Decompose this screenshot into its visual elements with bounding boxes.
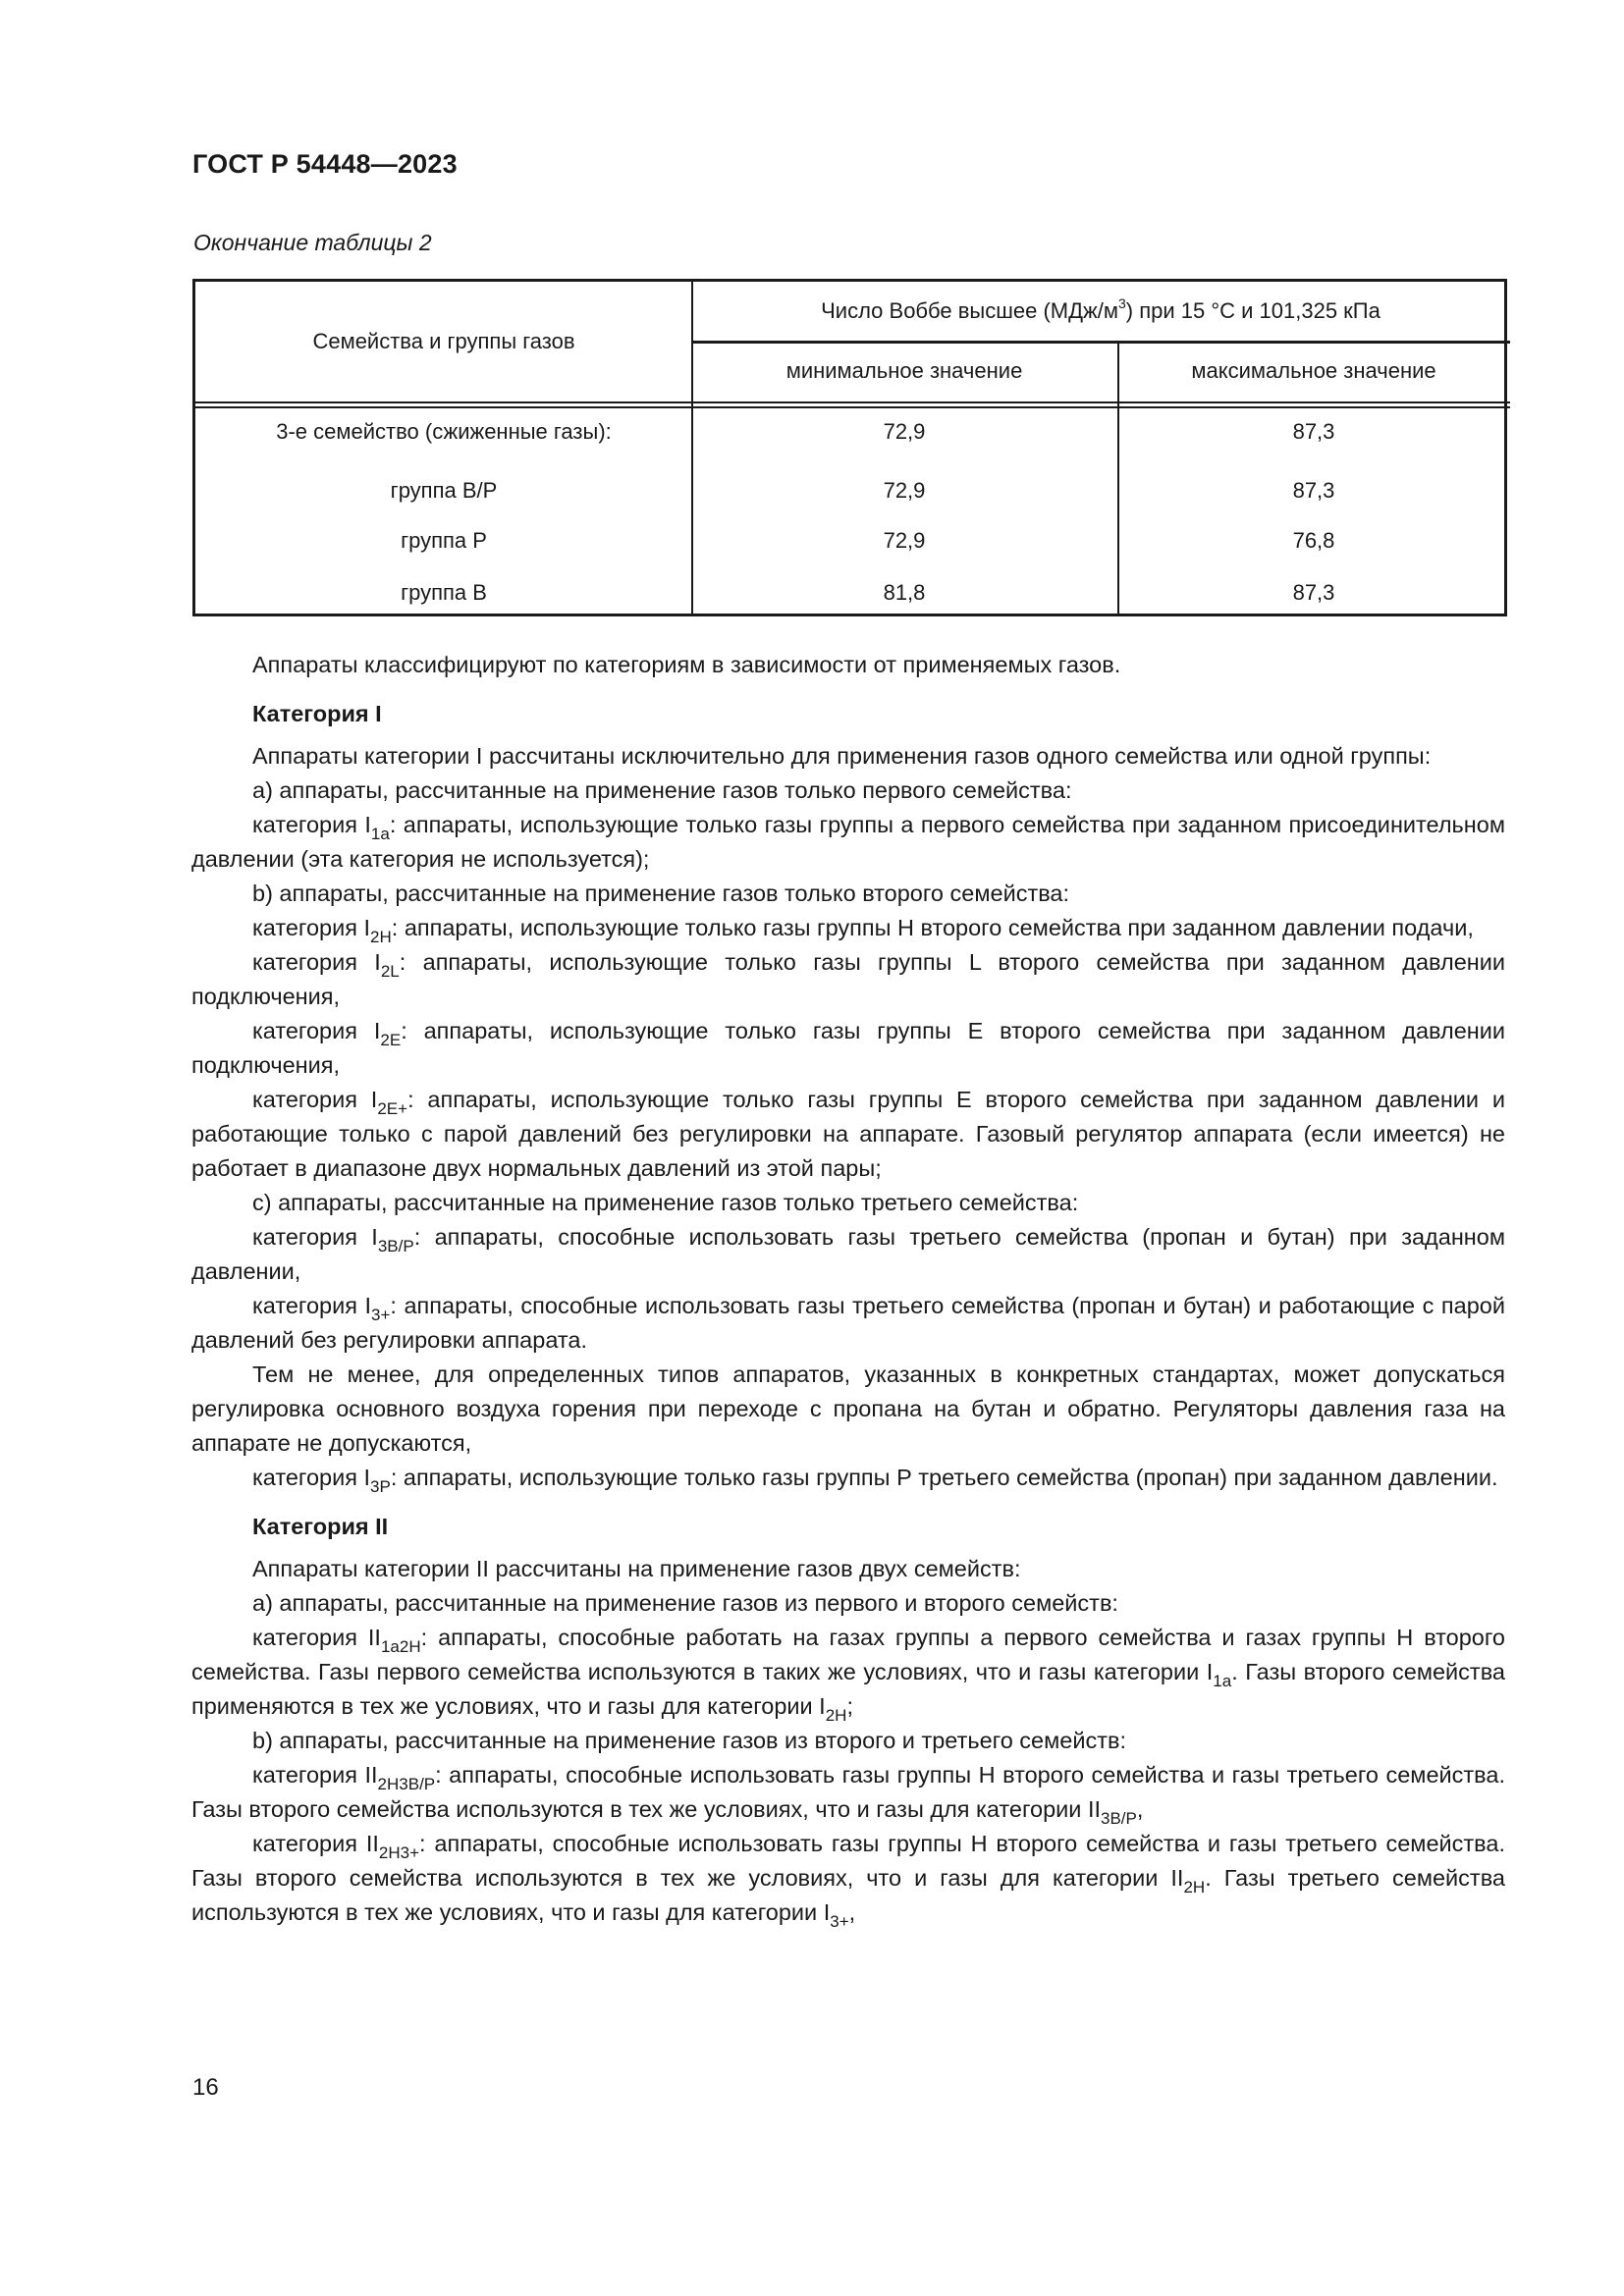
list-item-cat2-a: а) аппараты, рассчитанные на применение газов из первого и второго семейств: xyxy=(252,1590,1118,1616)
subscript: 1a xyxy=(370,825,390,843)
table-divider-col1 xyxy=(691,282,693,614)
table-row-max: 76,8 xyxy=(1292,528,1335,553)
paragraph-cat-I3BP xyxy=(191,1220,1505,1289)
list-item-cat1-a: а) аппараты, рассчитанные на применение газов только первого семейства: xyxy=(252,777,1072,803)
paragraph-intro: Аппараты классифицируют по категориям в зависимости от применяемых газов. xyxy=(252,652,1121,677)
table-divider-header-2 xyxy=(195,406,1510,408)
subscript: 1a xyxy=(1213,1672,1232,1690)
table-row-name: группа В/Р xyxy=(390,478,498,503)
paragraph-cat-I2E xyxy=(191,1014,1505,1083)
text: : аппараты, способные использовать газы третьего семейства (пропан и бутан) и работающие с парой давлений без регулировки аппарата. xyxy=(191,1293,1505,1353)
table-row-max: 87,3 xyxy=(1292,478,1335,503)
text: : аппараты, использующие только газы группы Е второго семейства при заданном давлении и работающие только с парой давлений без регулировки на аппарате. Газовый регулятор аппарата (если имеется) не работает в диапазоне двух нормальных давлений из этой пары; xyxy=(191,1087,1506,1181)
subscript: 2H3B/P xyxy=(377,1775,436,1793)
text: категория I xyxy=(252,1465,371,1490)
subscript: 1a2H xyxy=(380,1637,421,1656)
table-row-max: 87,3 xyxy=(1292,419,1335,444)
text: : аппараты, использующие только газы группы а первого семейства при заданном присоединительном давлении (эта категория не используется); xyxy=(191,812,1505,872)
subscript: 2L xyxy=(380,962,400,981)
paragraph-cat1-note: Тем не менее, для определенных типов аппаратов, указанных в конкретных стандартах, может допускаться регулировка основного воздуха горения при переходе с пропана на бутан и обратно. Регуляторы давления газа на аппарате не допускаются, xyxy=(191,1362,1505,1456)
text: : аппараты, использующие только газы группы Н второго семейства при заданном давлении подачи, xyxy=(391,915,1474,940)
table-row-name: 3-е семейство (сжиженные газы): xyxy=(276,419,612,444)
text: , xyxy=(1136,1796,1144,1822)
table-header-min: минимальное значение xyxy=(785,358,1023,383)
table-caption: Окончание таблицы 2 xyxy=(193,230,432,255)
subscript: 3+ xyxy=(371,1306,391,1324)
text: , xyxy=(848,1899,856,1925)
text: ; xyxy=(846,1693,853,1719)
subscript: 2H xyxy=(1183,1878,1206,1896)
document-id-header: ГОСТ Р 54448—2023 xyxy=(192,149,458,179)
text: категория I xyxy=(252,1224,378,1250)
paragraph-cat-I3-plus xyxy=(191,1289,1505,1358)
text: категория II xyxy=(252,1625,381,1650)
text: : аппараты, использующие только газы группы Е второго семейства при заданном давлении подключения, xyxy=(191,1018,1505,1078)
text: : аппараты, способные работать на газах группы а первого семейства и газах группы Н второго семейства. Газы первого семейства используются в таких же условиях, что и газы категории I xyxy=(191,1625,1505,1684)
subscript: 2E xyxy=(380,1031,402,1049)
document-body xyxy=(191,648,1505,1930)
paragraph-cat-I3P xyxy=(191,1461,1505,1495)
paragraph-cat1-intro: Аппараты категории I рассчитаны исключительно для применения газов одного семейства или одной группы: xyxy=(252,743,1432,769)
table-row-name: группа Р xyxy=(401,528,487,553)
table-row-min: 72,9 xyxy=(883,528,926,553)
subscript: 3P xyxy=(370,1477,391,1496)
subscript: 3+ xyxy=(830,1912,849,1931)
list-item-cat1-b: b) аппараты, рассчитанные на применение газов только второго семейства: xyxy=(252,881,1070,906)
text: категория II xyxy=(252,1831,379,1856)
text: категория I xyxy=(252,1087,378,1112)
subscript: 2E+ xyxy=(377,1099,408,1118)
table-row-min: 72,9 xyxy=(883,419,926,444)
page-number: 16 xyxy=(192,2074,219,2101)
paragraph-cat2-intro: Аппараты категории II рассчитаны на применение газов двух семейств: xyxy=(252,1556,1021,1581)
text: : аппараты, способные использовать газы группы Н второго семейства и газы третьего семейства. Газы второго семейства используются в тех же условиях, что и газы для категории II xyxy=(191,1762,1505,1822)
subscript: 2H xyxy=(370,928,392,946)
wobbe-index-table xyxy=(192,279,1507,616)
text: категория II xyxy=(252,1762,378,1788)
text: : аппараты, способные использовать газы группы Н второго семейства и газы третьего семейства. Газы второго семейства используются в тех же условиях, что и газы для категории II xyxy=(191,1831,1505,1891)
text: . Газы второго семейства применяются в тех же условиях, что и газы для категории I xyxy=(191,1659,1505,1719)
list-item-cat1-c: с) аппараты, рассчитанные на применение газов только третьего семейства: xyxy=(252,1190,1079,1215)
text: . Газы третьего семейства используются в тех же условиях, что и газы для категории I xyxy=(191,1865,1505,1925)
table-row-min: 81,8 xyxy=(883,580,926,605)
paragraph-cat-II2H3BP xyxy=(191,1758,1505,1827)
subscript: 2H3+ xyxy=(378,1843,420,1862)
paragraph-cat-I2L xyxy=(191,945,1505,1014)
text: категория I xyxy=(252,1293,372,1318)
text: : аппараты, использующие только газы группы L второго семейства при заданном давлении подключения, xyxy=(191,949,1505,1009)
text: категория I xyxy=(252,1018,381,1043)
subscript: 2H xyxy=(825,1706,847,1725)
text: категория I xyxy=(252,915,371,940)
table-row-min: 72,9 xyxy=(883,478,926,503)
table-header-max: максимальное значение xyxy=(1191,358,1436,383)
paragraph-cat-I1a xyxy=(191,808,1505,877)
text: : аппараты, использующие только газы группы Р третьего семейства (пропан) при заданном давлении. xyxy=(390,1465,1498,1490)
table-row-name: группа В xyxy=(401,580,487,605)
table-header-families: Семейства и группы газов xyxy=(312,329,575,353)
table-divider-span-header xyxy=(691,341,1510,344)
subscript: 3B/P xyxy=(1101,1809,1137,1828)
table-header-wobbe xyxy=(821,295,1380,324)
table-header-wobbe-text: Число Воббе высшее (МДж/м xyxy=(821,298,1118,323)
heading-category-1: Категория I xyxy=(252,701,382,726)
heading-category-2: Категория II xyxy=(252,1514,389,1539)
table-header-wobbe-sup: 3 xyxy=(1117,295,1126,311)
table-divider-col2 xyxy=(1117,341,1119,614)
table-row-max: 87,3 xyxy=(1292,580,1335,605)
text: категория I xyxy=(252,949,381,975)
text: : аппараты, способные использовать газы третьего семейства (пропан и бутан) при заданном давлении, xyxy=(191,1224,1506,1284)
subscript: 3B/P xyxy=(377,1237,414,1255)
paragraph-cat-II1a2H xyxy=(191,1621,1505,1724)
table-header-wobbe-text-end: ) при 15 °С и 101,325 кПа xyxy=(1125,298,1380,323)
list-item-cat2-b: b) аппараты, рассчитанные на применение газов из второго и третьего семейств: xyxy=(252,1728,1127,1753)
paragraph-cat-I2H xyxy=(191,911,1505,945)
paragraph-cat-II2H3-plus xyxy=(191,1827,1505,1930)
paragraph-cat-I2E-plus xyxy=(191,1083,1505,1186)
table-divider-header-1 xyxy=(195,401,1510,403)
text: категория I xyxy=(252,812,371,837)
